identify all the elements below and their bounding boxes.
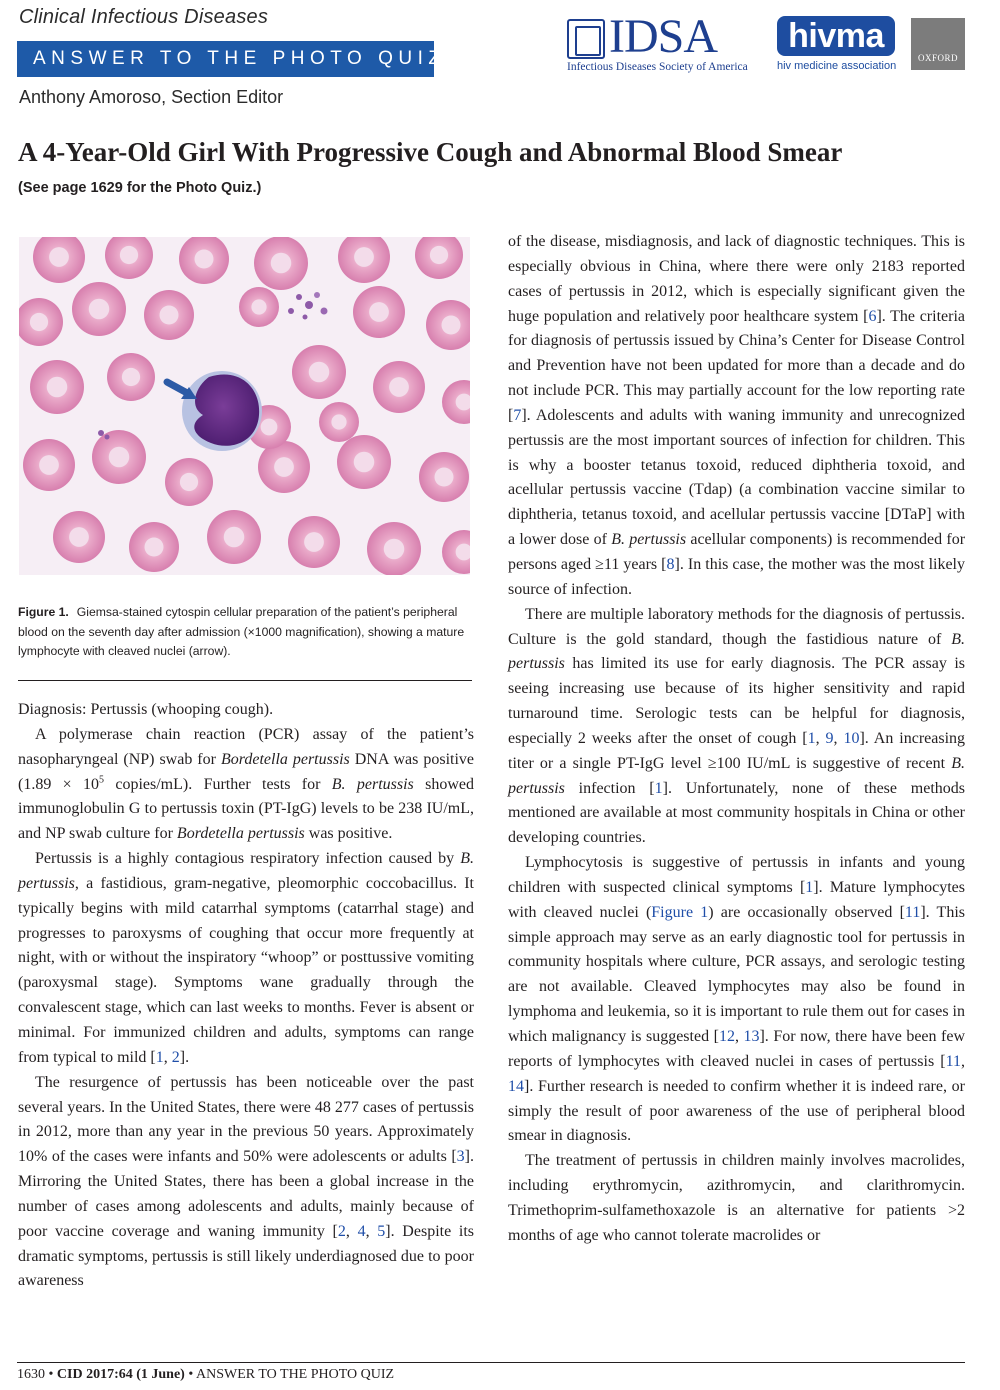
central-pallor (47, 377, 68, 398)
central-pallor (49, 247, 69, 267)
central-pallor (304, 532, 324, 552)
hivma-logo (777, 16, 897, 76)
central-pallor (122, 368, 140, 386)
citation-link[interactable]: 13 (743, 1028, 760, 1045)
lymphocyte (182, 371, 262, 451)
caption-divider (18, 680, 472, 681)
citation-link[interactable]: 2 (337, 1222, 346, 1240)
article-title: A 4-Year-Old Girl With Progressive Cough and Abnormal Blood Smear (18, 137, 843, 167)
citation-link[interactable]: 14 (508, 1077, 524, 1095)
central-pallor (89, 299, 110, 320)
section-editor: Anthony Amoroso, Section Editor (19, 87, 284, 107)
central-pallor (389, 377, 409, 397)
citation-link[interactable]: 10 (843, 729, 860, 747)
central-pallor (195, 250, 214, 269)
citation-link[interactable]: 9 (825, 729, 834, 747)
citation-link[interactable]: 6 (868, 307, 877, 325)
left-column (18, 698, 474, 1294)
citation-link[interactable]: 12 (718, 1028, 735, 1045)
central-pallor (369, 302, 389, 322)
idsa-logo (567, 10, 767, 75)
blood-smear-figure (19, 237, 470, 575)
footer-divider (17, 1362, 965, 1363)
figure-caption (18, 603, 474, 662)
oxford-logo: OXFORD (911, 18, 965, 70)
lab-methods-paragraph: There are multiple laboratory methods for the diagnosis of pertussis. Culture is the gold standard, though the fastidious nature of B. pertussis has limited its use for early diagnosis. The PCR assay is seeing increasing use because of its higher sensitivity and rapid turnaround time. Serologic tests can be helpful for diagnosis, especially 2 weeks after the onset of cough [1, 9, 10]. An increasing titer or a single PT-IgG level ≥100 IU/mL is suggestive of recent B. pertussis infection [1]. Unfortunately, none of these methods mentioned are available at most community hospitals in China or other developing countries. (508, 605, 966, 847)
resurgence-paragraph: The resurgence of pertussis has been noticeable over the past several years. In the United States, there were 48 277 cases of pertussis in 2012, more than any year in the previous 50 years. Approximately 10% of the cases were infants and 50% were adolescents or adults [3]. Mirroring the United States, there has been a global increase in the number of cases among adolescents and adults, mainly because of poor vaccine coverage and waning immunity [2, 4, 5]. Despite its dramatic symptoms, pertussis is still likely underdiagnosed due to poor awareness (18, 1073, 475, 1290)
idsa-subtitle: Infectious Diseases Society of America (567, 61, 748, 73)
citation-link[interactable]: 1 (807, 729, 816, 747)
journal-name: Clinical Infectious Diseases (19, 6, 269, 28)
section-banner: ANSWER TO THE PHOTO QUIZ (17, 41, 434, 77)
idsa-seal-icon (567, 19, 605, 59)
china-paragraph: of the disease, misdiagnosis, and lack of diagnostic techniques. This is especially obvious in China, where there were only 2183 reported cases of pertussis in 2012, which is especially significant given the huge population and relatively poor healthcare system [6]. The criteria for diagnosis of pertussis issued by China’s Center for Disease Control and Prevention have not been updated for more than a decade and do not include PCR. This may partially account for the low reporting rate [7]. Adolescents and adults with waning immunity and unrecognized pertussis are the most important sources of infection for children. This is why a booster tetanus toxoid, reduced diphtheria toxoid, and acellular pertussis vaccine (Tdap) (a combination vaccine similar to diphtheria, tetanus toxoid, and acellular pertussis vaccine [DTaP] with a lower dose of B. pertussis acellular components) is recommended for persons aged ≥11 years [8]. In this case, the mother was the most likely source of infection. (508, 233, 966, 598)
central-pallor (120, 246, 138, 264)
citation-link[interactable]: 4 (357, 1222, 366, 1240)
hivma-wordmark: hivma (777, 16, 895, 56)
central-pallor (39, 455, 59, 475)
central-pallor (309, 362, 330, 383)
central-pallor (160, 306, 179, 325)
citation-link[interactable]: 5 (377, 1222, 386, 1240)
diagnosis-paragraph: Diagnosis: Pertussis (whooping cough). (18, 701, 274, 718)
lymphocytosis-paragraph: Lymphocytosis is suggestive of pertussis in infants and young children with suspected clinical symptoms [1]. Mature lymphocytes with cleaved nuclei (Figure 1) are occasionally observed [11]. This simple approach may serve as an early diagnostic tool for pertussis in community hospitals where culture, PCR assays, and serologic testing are not available. Cleaved lymphocytes may also be found in lymphoma and leukemia, so it is important to rule them out for cases in which malignancy is suggested [12, 13]. For now, there have been few reports of lymphocytes with cleaved nuclei in cases of pertussis [11, 14]. Further research is needed to confirm whether it is indeed rare, or simply the result of poor awareness of the use of peripheral blood smear in diagnosis. (508, 854, 966, 1145)
treatment-paragraph: The treatment of pertussis in children mainly involves macrolides, including erythromycin, azithromycin, and clarithromycin. Trimethoprim-sulfamethoxazole is an alternative for patients >2 months of age who cannot tolerate macrolides or (508, 1152, 965, 1244)
pcr-paragraph: A polymerase chain reaction (PCR) assay of the patient’s nasopharyngeal (NP) swab for Bordetella pertussis DNA was positive ($1.89 \times 10^5$ copies/mL). Further tests for B. pertussis showed immunoglobulin G to pertussis toxin (PT-IgG) levels to be 238 IU/mL, and NP swab culture for Bordetella pertussis was positive. (18, 725, 475, 843)
pertussis-overview-paragraph: Pertussis is a highly contagious respiratory infection caused by B. pertussis, a fastidious, gram-negative, pleomorphic coccobacillus. It typically begins with mild catarrhal symptoms (catarrhal stage) and progresses to paroxysms of coughing that occur more frequently at night, with or without the inspiratory “whoop” or posttussive vomiting (paroxysmal stage). Symptoms wane gradually through the convalescent stage, which can last weeks to months. Fever is absent or minimal. For immunized children and adults, symptoms can range from typical to mild [1, 2]. (18, 850, 474, 1066)
figure-label: Figure 1. (18, 605, 69, 619)
page-number: 1630 (17, 1367, 45, 1382)
central-pallor (261, 419, 278, 436)
central-pallor (30, 313, 48, 331)
footer-section: ANSWER TO THE PHOTO QUIZ (196, 1367, 395, 1382)
central-pallor (435, 468, 454, 487)
idsa-wordmark: IDSA (609, 10, 718, 63)
central-pallor (331, 414, 346, 429)
central-pallor (442, 316, 461, 335)
photo-quiz-reference: (See page 1629 for the Photo Quiz.) (18, 180, 262, 196)
citation-link[interactable]: 7 (513, 406, 522, 424)
right-column (508, 230, 965, 1249)
citation-link[interactable]: 8 (666, 555, 675, 573)
citation-link[interactable]: 1 (654, 779, 663, 797)
central-pallor (271, 253, 292, 274)
citation-link[interactable]: 11 (945, 1052, 961, 1070)
central-pallor (354, 247, 374, 267)
citation-link[interactable]: 3 (456, 1148, 465, 1166)
central-pallor (251, 299, 266, 314)
central-pallor (145, 538, 164, 557)
hivma-subtitle: hiv medicine association (777, 60, 897, 72)
citation-link[interactable]: 2 (171, 1048, 180, 1066)
central-pallor (69, 527, 89, 547)
central-pallor (430, 246, 448, 264)
central-pallor (384, 539, 405, 560)
figure-link[interactable]: Figure 1 (651, 903, 709, 921)
citation-link[interactable]: 1 (805, 878, 814, 896)
blood-smear-image (19, 237, 470, 575)
footer-journal: CID 2017:64 (1 June) (56, 1367, 185, 1382)
page-footer: 1630 • CID 2017:64 (1 June) • ANSWER TO THE PHOTO QUIZ (17, 1367, 395, 1382)
central-pallor (354, 452, 375, 473)
figure-caption-text: Giemsa-stained cytospin cellular preparation of the patient’s peripheral blood on the seventh day after admission (×1000 magnification), showing a mature lymphocyte with cleaved nuclei (arrow). (18, 605, 465, 658)
central-pallor (224, 527, 245, 548)
central-pallor (274, 457, 294, 477)
citation-link[interactable]: 11 (904, 903, 921, 921)
central-pallor (109, 447, 130, 468)
citation-link[interactable]: 1 (155, 1048, 164, 1066)
central-pallor (180, 473, 198, 491)
